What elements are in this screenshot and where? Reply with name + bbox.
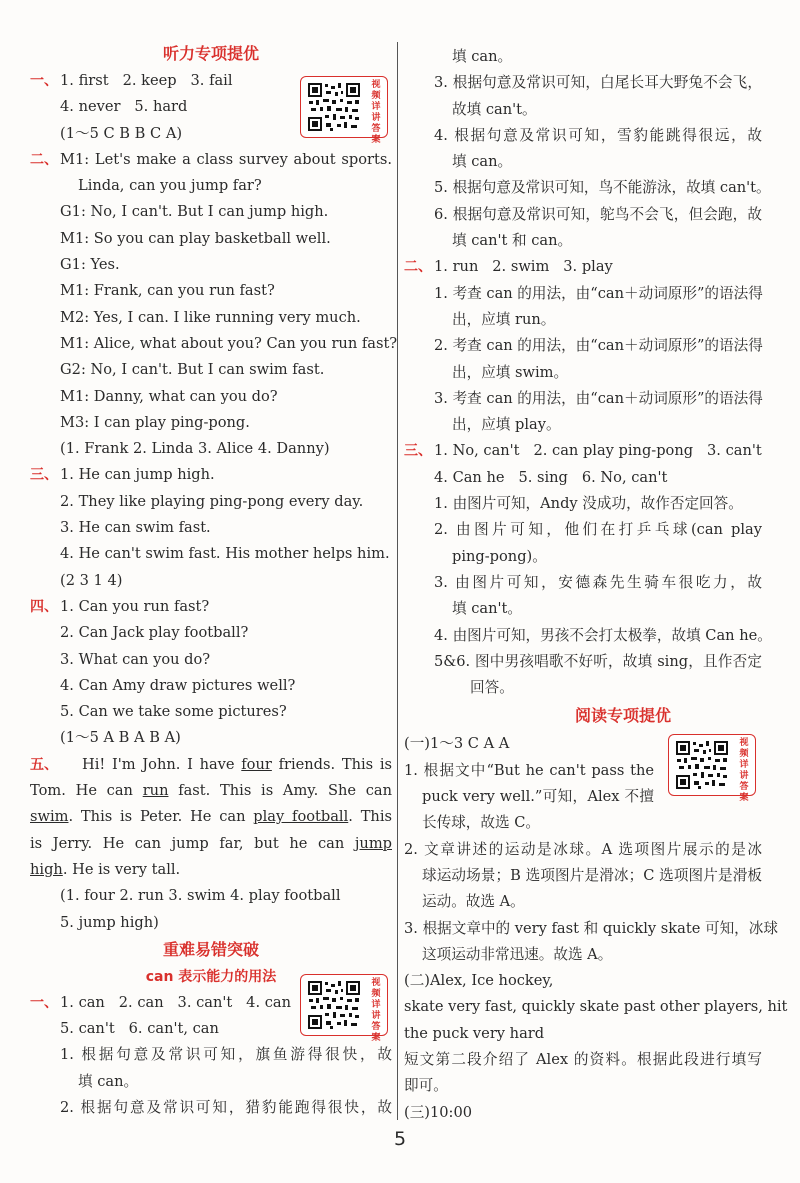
reading-1-answer: (一)1～3 C A A <box>404 735 510 753</box>
s3-line: 4. He can't swim fast. His mother helps him. <box>60 545 390 563</box>
s2-line: 二、 M1: Let's make a class survey about sports. <box>30 150 392 168</box>
explain-line: 4. 根据句意及常识可知，雪豹能跳得很远，故 <box>434 126 762 144</box>
s2-line: M1: So you can play basketball well. <box>60 229 331 247</box>
explain-line: 2. 考查 can 的用法，由“can＋动词原形”的语法得 <box>434 337 763 355</box>
s5-answer: 5. jump high) <box>60 913 159 931</box>
explain-line: 长传球，故选 C。 <box>422 814 540 832</box>
qr-label: 视频详讲答案 <box>739 738 749 803</box>
explain-line: 出，应填 swim。 <box>452 363 569 381</box>
s4-line: 5. Can we take some pictures? <box>60 703 287 721</box>
s5-answer: (1. four 2. run 3. swim 4. play football <box>60 887 341 905</box>
reading-2-line: skate very fast, quickly skate past other players, hit <box>404 998 788 1016</box>
s2-line: M2: Yes, I can. I like running very much. <box>60 308 361 326</box>
s6-explain: 2. 根据句意及常识可知，猎豹能跑得很快，故 <box>60 1098 392 1116</box>
s2-line: Linda, can you jump far? <box>78 177 262 195</box>
s5-passage-line: high. He is very tall. <box>30 860 181 878</box>
explain-line: 3. 根据句意及常识可知，白尾长耳大野兔不会飞， <box>434 74 762 92</box>
s5-passage-line: Tom. He can run fast. This is Amy. She can <box>30 782 392 800</box>
explain-line: 出，应填 play。 <box>452 416 561 434</box>
explain-line: 6. 根据句意及常识可知，鸵鸟不会飞，但会跑，故 <box>434 205 762 223</box>
reading-2-answer: (二)Alex, Ice hockey, <box>404 972 554 990</box>
s5-passage-line: swim. This is Peter. He can play football. This <box>30 808 392 826</box>
explain-line: 1. 考查 can 的用法，由“can＋动词原形”的语法得 <box>434 284 763 302</box>
reading-2-line: the puck very hard <box>404 1024 545 1042</box>
left-column <box>30 40 398 1121</box>
s4-line: 2. Can Jack play football? <box>60 624 249 642</box>
r-s3-answers: 三、 1. No, can't 2. can play ping-pong 3. can't <box>404 442 762 460</box>
r-s2-answers: 二、 1. run 2. swim 3. play <box>404 258 613 276</box>
page-number: 5 <box>393 1128 407 1150</box>
s4-line: 4. Can Amy draw pictures well? <box>60 676 296 694</box>
s6-line1: 一、 1. can 2. can 3. can't 4. can <box>30 993 292 1011</box>
s5-passage-line: is Jerry. He can jump far, but he can jump <box>30 834 392 852</box>
s3-line: 3. He can swim fast. <box>60 519 211 537</box>
s2-answer: (1. Frank 2. Linda 3. Alice 4. Danny) <box>60 440 330 458</box>
explain-line: puck very well.”可知，Alex 不擅 <box>422 788 654 806</box>
s5-passage-line: 五、 Hi! I'm John. I have four friends. This is <box>30 755 393 773</box>
r-s3-answers: 4. Can he 5. sing 6. No, can't <box>434 468 668 486</box>
explain-line: 球运动场景；B 选项图片是滑冰；C 选项图片是滑板 <box>422 866 762 884</box>
s3-line: 三、 1. He can jump high. <box>30 466 215 484</box>
s3-line: 2. They like playing ping-pong every day. <box>60 492 364 510</box>
explain-line: 5. 根据句意及常识可知，鸟不能游泳，故填 can't。 <box>434 179 771 197</box>
qr-label: 视频详讲答案 <box>371 978 381 1043</box>
explain-line: 填 can。 <box>452 153 513 171</box>
section-title-difficult: 重难易错突破 <box>162 939 259 959</box>
explain-line: 回答。 <box>470 679 514 697</box>
explain-line: 故填 can't。 <box>452 100 537 118</box>
s3-answer: (2 3 1 4) <box>60 571 123 589</box>
section-title-listening: 听力专项提优 <box>162 44 259 63</box>
s2-line: M1: Frank, can you run fast? <box>60 282 275 300</box>
explain-line: 填 can't。 <box>452 600 522 618</box>
s6-explain: 1. 根据句意及常识可知，旗鱼游得很快，故 <box>60 1046 392 1064</box>
s6-explain: 填 can。 <box>78 1072 139 1090</box>
s1-line2: 4. never 5. hard <box>60 98 188 116</box>
s4-line: 四、 1. Can you run fast? <box>30 597 210 615</box>
reading-3-answer: (三)10:00 <box>404 1103 473 1121</box>
s2-line: G1: Yes. <box>60 256 120 274</box>
explain-line: 5&6. 图中男孩唱歌不好听，故填 sing，且作否定 <box>434 652 762 670</box>
s1-answer: (1～5 C B B C A) <box>60 124 183 142</box>
s2-line: M3: I can play ping-pong. <box>60 413 250 431</box>
column-divider <box>397 42 398 1120</box>
right-column <box>404 44 788 1126</box>
s2-line: M1: Danny, what can you do? <box>60 387 278 405</box>
explain-line: 填 can't 和 can。 <box>452 232 573 250</box>
explain-line: 2. 文章讲述的运动是冰球。A 选项图片展示的是冰 <box>404 840 762 858</box>
s6-line2: 5. can't 6. can't, can <box>60 1020 219 1038</box>
reading-2-line: 即可。 <box>404 1077 448 1095</box>
subtitle-can-usage: can 表示能力的用法 <box>145 968 277 985</box>
explain-line: 3. 由图片可知，安德森先生骑车很吃力，故 <box>434 573 762 591</box>
s2-line: G2: No, I can't. But I can swim fast. <box>60 361 325 379</box>
explain-line: 这项运动非常迅速。故选 A。 <box>422 945 613 963</box>
explain-line: 1. 由图片可知，Andy 没成功，故作否定回答。 <box>434 495 743 513</box>
explain-line: 4. 由图片可知，男孩不会打太极拳，故填 Can he。 <box>434 626 772 644</box>
s2-line: M1: Alice, what about you? Can you run fast? <box>60 334 398 352</box>
reading-2-line: 短文第二段介绍了 Alex 的资料。根据此段进行填写 <box>404 1050 762 1068</box>
s4-answer: (1～5 A B A B A) <box>60 729 181 747</box>
explain-line: 运动。故选 A。 <box>422 893 525 911</box>
s4-line: 3. What can you do? <box>60 650 211 668</box>
explain-line: 填 can。 <box>452 48 513 65</box>
s2-line: G1: No, I can't. But I can jump high. <box>60 203 329 221</box>
explain-line: 3. 根据文章中的 very fast 和 quickly skate 可知，冰球 <box>404 919 778 937</box>
s1-line1: 一、 1. first 2. keep 3. fail <box>30 72 233 89</box>
qr-label: 视频详讲答案 <box>371 80 381 145</box>
section-title-reading: 阅读专项提优 <box>574 706 671 726</box>
explain-line: 3. 考查 can 的用法，由“can＋动词原形”的语法得 <box>434 389 763 407</box>
explain-line: 出，应填 run。 <box>452 310 556 328</box>
explain-line: 1. 根据文中“But he can't pass the <box>404 761 654 779</box>
explain-line: 2. 由图片可知，他们在打乒乓球(can play <box>434 521 762 539</box>
explain-line: ping-pong)。 <box>452 547 547 565</box>
